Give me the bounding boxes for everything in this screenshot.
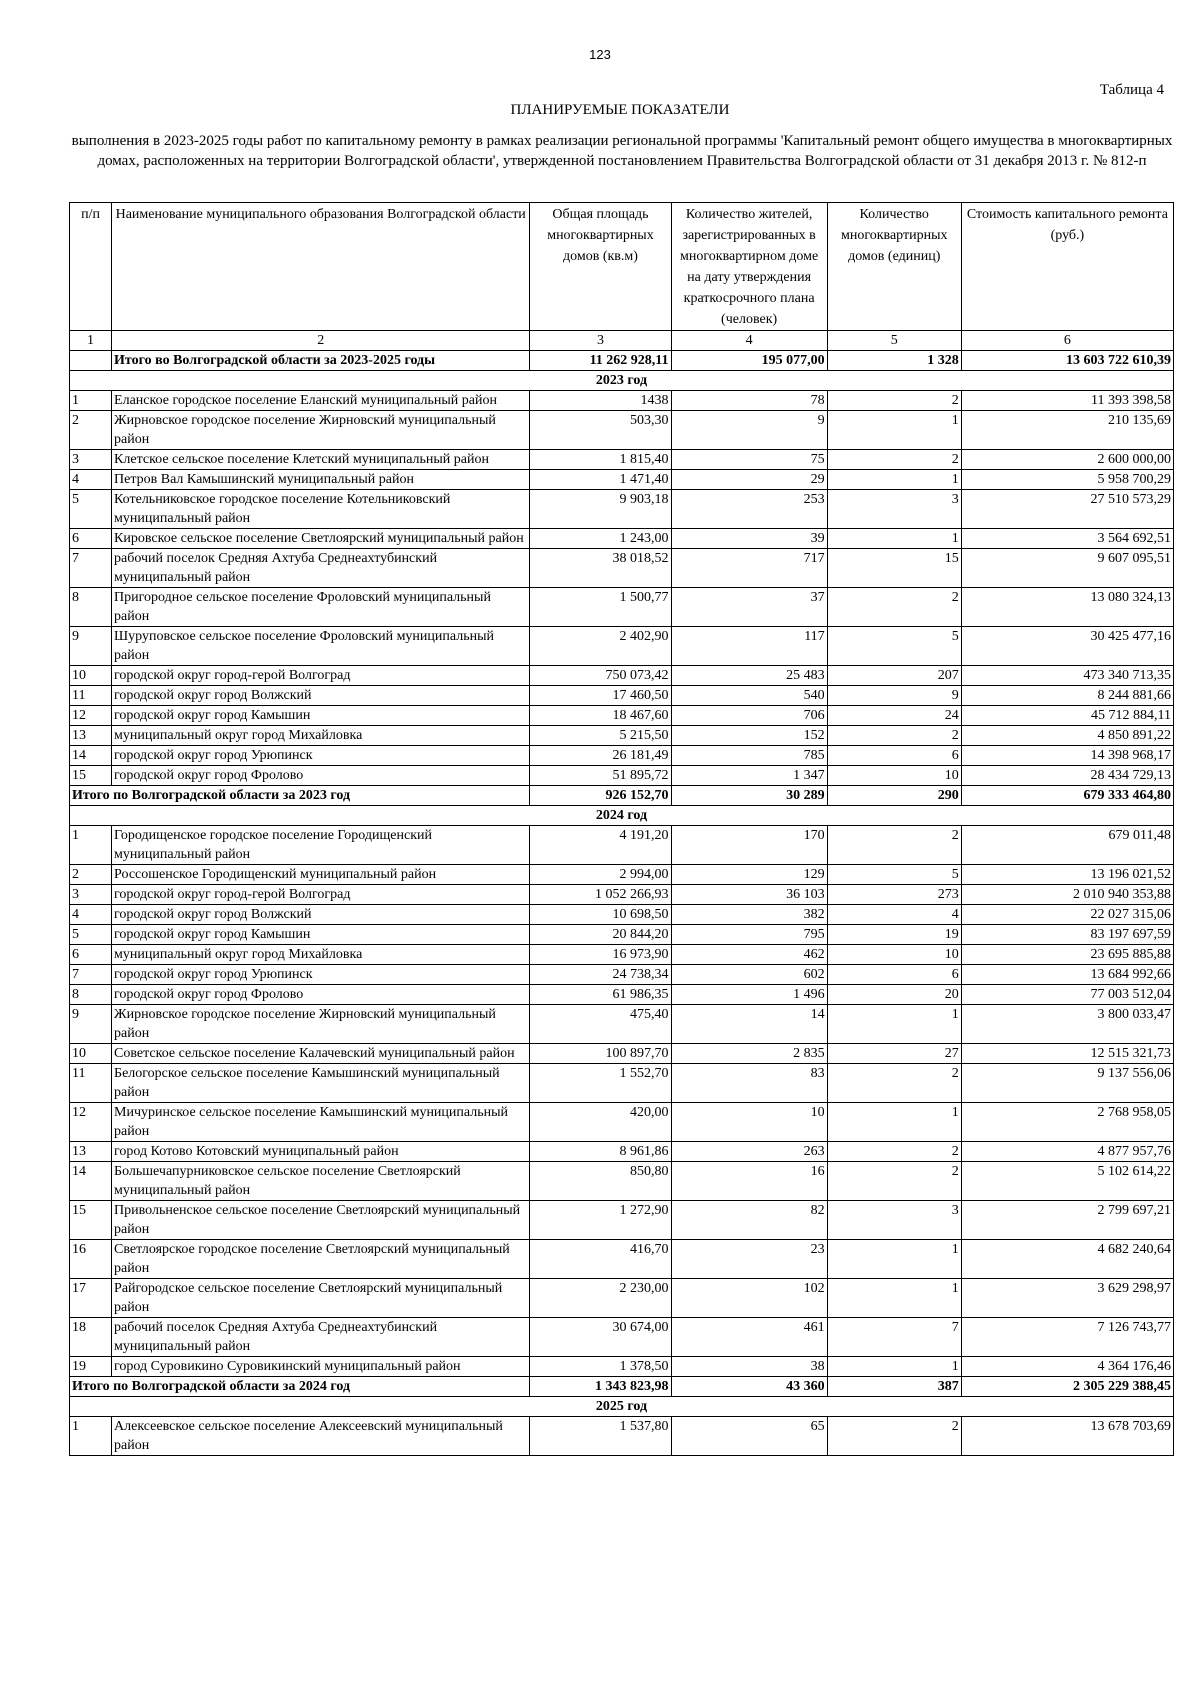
row-residents: 29 (671, 470, 827, 490)
row-homes: 290 (827, 786, 961, 806)
year-section-row (70, 371, 1174, 391)
row-residents: 36 103 (671, 885, 827, 905)
row-area: 1 378,50 (530, 1357, 671, 1377)
table-row (70, 1240, 1174, 1279)
row-cost: 679 333 464,80 (961, 786, 1173, 806)
row-cost: 11 393 398,58 (961, 391, 1173, 411)
row-number: 9 (70, 627, 112, 666)
row-area: 1 052 266,93 (530, 885, 671, 905)
row-area: 9 903,18 (530, 490, 671, 529)
row-homes: 6 (827, 965, 961, 985)
row-cost: 4 850 891,22 (961, 726, 1173, 746)
row-cost: 9 137 556,06 (961, 1064, 1173, 1103)
row-number: 5 (70, 490, 112, 529)
row-residents: 717 (671, 549, 827, 588)
row-area: 475,40 (530, 1005, 671, 1044)
year-section-row (70, 806, 1174, 826)
row-cost: 2 768 958,05 (961, 1103, 1173, 1142)
row-number: 7 (70, 965, 112, 985)
row-name: Белогорское сельское поселение Камышинский муниципальный район (112, 1064, 530, 1103)
table-row (70, 945, 1174, 965)
document-title: ПЛАНИРУЕМЫЕ ПОКАЗАТЕЛИ (510, 102, 730, 118)
column-number: 6 (961, 331, 1173, 351)
row-cost: 3 629 298,97 (961, 1279, 1173, 1318)
year-label: 2023 год (70, 371, 1174, 391)
row-name: Советское сельское поселение Калачевский муниципальный район (112, 1044, 530, 1064)
row-residents: 785 (671, 746, 827, 766)
row-number (70, 351, 112, 371)
row-homes: 273 (827, 885, 961, 905)
row-residents: 706 (671, 706, 827, 726)
table-row (70, 826, 1174, 865)
row-area: 926 152,70 (530, 786, 671, 806)
row-residents: 25 483 (671, 666, 827, 686)
column-number: 5 (827, 331, 961, 351)
row-residents: 82 (671, 1201, 827, 1240)
row-name: Кировское сельское поселение Светлоярский муниципальный район (112, 529, 530, 549)
row-homes: 3 (827, 1201, 961, 1240)
row-homes: 5 (827, 627, 961, 666)
row-number: 2 (70, 411, 112, 450)
row-name: Городищенское городское поселение Городищенский муниципальный район (112, 826, 530, 865)
row-name: Мичуринское сельское поселение Камышинский муниципальный район (112, 1103, 530, 1142)
row-homes: 1 (827, 411, 961, 450)
row-cost: 13 678 703,69 (961, 1417, 1173, 1456)
row-cost: 7 126 743,77 (961, 1318, 1173, 1357)
row-homes: 24 (827, 706, 961, 726)
table-row (70, 1142, 1174, 1162)
table-row (70, 1357, 1174, 1377)
header-name: Наименование муниципального образования Волгоградской области (112, 203, 530, 331)
row-area: 24 738,34 (530, 965, 671, 985)
row-name: городской округ город-герой Волгоград (112, 885, 530, 905)
row-area: 850,80 (530, 1162, 671, 1201)
row-name: Алексеевское сельское поселение Алексеевский муниципальный район (112, 1417, 530, 1456)
row-homes: 1 (827, 1240, 961, 1279)
table-row (70, 885, 1174, 905)
row-name: город Котово Котовский муниципальный район (112, 1142, 530, 1162)
document-subtitle: выполнения в 2023-2025 годы работ по капитальному ремонту в рамках реализации региональной программы 'Капитальный ремонт общего имущества в многоквартирных домах, расположенных на территории Волгоградской области', утвержденной постановлением Правительства Волгоградской области от 31 декабря 2013 г. № 812-п (71, 133, 1173, 169)
row-number: 2 (70, 865, 112, 885)
row-cost: 679 011,48 (961, 826, 1173, 865)
table-row (70, 666, 1174, 686)
row-cost: 14 398 968,17 (961, 746, 1173, 766)
row-number: 10 (70, 666, 112, 686)
row-homes: 2 (827, 1064, 961, 1103)
year-section-row (70, 1397, 1174, 1417)
row-cost: 30 425 477,16 (961, 627, 1173, 666)
row-residents: 263 (671, 1142, 827, 1162)
table-row (70, 1201, 1174, 1240)
row-homes: 2 (827, 1417, 961, 1456)
row-name: Клетское сельское поселение Клетский муниципальный район (112, 450, 530, 470)
row-cost: 4 682 240,64 (961, 1240, 1173, 1279)
row-area: 100 897,70 (530, 1044, 671, 1064)
row-area: 20 844,20 (530, 925, 671, 945)
row-name: Привольненское сельское поселение Светлоярский муниципальный район (112, 1201, 530, 1240)
table-row (70, 470, 1174, 490)
row-residents: 78 (671, 391, 827, 411)
row-cost: 5 102 614,22 (961, 1162, 1173, 1201)
row-name: Светлоярское городское поселение Светлоярский муниципальный район (112, 1240, 530, 1279)
row-homes: 387 (827, 1377, 961, 1397)
header-homes: Количество многоквартирных домов (единиц) (827, 203, 961, 331)
table-row (70, 411, 1174, 450)
row-name: муниципальный округ город Михайловка (112, 945, 530, 965)
grand-total-row (70, 351, 1174, 371)
year-total-row (70, 786, 1174, 806)
row-homes: 2 (827, 826, 961, 865)
table-row (70, 1279, 1174, 1318)
row-cost: 8 244 881,66 (961, 686, 1173, 706)
row-name: Котельниковское городское поселение Котельниковский муниципальный район (112, 490, 530, 529)
row-name: Итого по Волгоградской области за 2023 год (70, 786, 530, 806)
row-homes: 10 (827, 945, 961, 965)
table-row (70, 1064, 1174, 1103)
row-area: 1 243,00 (530, 529, 671, 549)
row-number: 8 (70, 588, 112, 627)
row-residents: 540 (671, 686, 827, 706)
row-residents: 461 (671, 1318, 827, 1357)
row-number: 12 (70, 706, 112, 726)
row-residents: 16 (671, 1162, 827, 1201)
row-residents: 39 (671, 529, 827, 549)
table-row (70, 588, 1174, 627)
column-number: 2 (112, 331, 530, 351)
row-residents: 75 (671, 450, 827, 470)
row-name: городской округ город Камышин (112, 925, 530, 945)
table-row (70, 1044, 1174, 1064)
row-area: 1 343 823,98 (530, 1377, 671, 1397)
row-area: 750 073,42 (530, 666, 671, 686)
table-row (70, 1005, 1174, 1044)
row-area: 1 815,40 (530, 450, 671, 470)
row-residents: 117 (671, 627, 827, 666)
header-cost: Стоимость капитального ремонта (руб.) (961, 203, 1173, 331)
row-name: городской округ город Волжский (112, 686, 530, 706)
row-area: 2 994,00 (530, 865, 671, 885)
row-homes: 1 (827, 1103, 961, 1142)
row-homes: 1 (827, 1005, 961, 1044)
row-residents: 1 347 (671, 766, 827, 786)
table-row (70, 746, 1174, 766)
row-cost: 3 564 692,51 (961, 529, 1173, 549)
row-area: 18 467,60 (530, 706, 671, 726)
row-number: 19 (70, 1357, 112, 1377)
row-residents: 102 (671, 1279, 827, 1318)
table-row (70, 627, 1174, 666)
column-number-row (70, 331, 1174, 351)
row-number: 7 (70, 549, 112, 588)
row-cost: 4 364 176,46 (961, 1357, 1173, 1377)
row-number: 3 (70, 450, 112, 470)
row-area: 416,70 (530, 1240, 671, 1279)
row-area: 17 460,50 (530, 686, 671, 706)
header-residents: Количество жителей, зарегистрированных в многоквартирном доме на дату утверждения краткосрочного плана (человек) (671, 203, 827, 331)
row-homes: 9 (827, 686, 961, 706)
row-cost: 473 340 713,35 (961, 666, 1173, 686)
row-number: 17 (70, 1279, 112, 1318)
row-number: 9 (70, 1005, 112, 1044)
row-homes: 20 (827, 985, 961, 1005)
table-row (70, 686, 1174, 706)
row-number: 11 (70, 686, 112, 706)
row-residents: 170 (671, 826, 827, 865)
row-homes: 5 (827, 865, 961, 885)
row-residents: 83 (671, 1064, 827, 1103)
row-homes: 2 (827, 588, 961, 627)
table-row (70, 1162, 1174, 1201)
table-row (70, 1318, 1174, 1357)
row-residents: 602 (671, 965, 827, 985)
row-cost: 13 603 722 610,39 (961, 351, 1173, 371)
indicators-table (69, 202, 1174, 1456)
row-name: рабочий поселок Средняя Ахтуба Среднеахтубинский муниципальный район (112, 549, 530, 588)
row-name: Петров Вал Камышинский муниципальный район (112, 470, 530, 490)
row-cost: 5 958 700,29 (961, 470, 1173, 490)
row-name: городской округ город Фролово (112, 985, 530, 1005)
row-name: рабочий поселок Средняя Ахтуба Среднеахтубинский муниципальный район (112, 1318, 530, 1357)
row-area: 1 552,70 (530, 1064, 671, 1103)
row-residents: 43 360 (671, 1377, 827, 1397)
row-area: 10 698,50 (530, 905, 671, 925)
row-cost: 4 877 957,76 (961, 1142, 1173, 1162)
row-area: 1 537,80 (530, 1417, 671, 1456)
row-homes: 4 (827, 905, 961, 925)
row-name: Жирновское городское поселение Жирновский муниципальный район (112, 1005, 530, 1044)
row-number: 5 (70, 925, 112, 945)
row-homes: 2 (827, 391, 961, 411)
row-residents: 30 289 (671, 786, 827, 806)
row-residents: 1 496 (671, 985, 827, 1005)
header-area: Общая площадь многоквартирных домов (кв.м) (530, 203, 671, 331)
row-residents: 2 835 (671, 1044, 827, 1064)
row-cost: 28 434 729,13 (961, 766, 1173, 786)
table-label: Таблица 4 (1099, 82, 1164, 98)
table-row (70, 549, 1174, 588)
row-area: 5 215,50 (530, 726, 671, 746)
row-homes: 6 (827, 746, 961, 766)
row-name: Большечапурниковское сельское поселение Светлоярский муниципальный район (112, 1162, 530, 1201)
row-number: 16 (70, 1240, 112, 1279)
row-homes: 15 (827, 549, 961, 588)
row-cost: 23 695 885,88 (961, 945, 1173, 965)
row-number: 14 (70, 746, 112, 766)
row-name: городской округ город Волжский (112, 905, 530, 925)
row-cost: 22 027 315,06 (961, 905, 1173, 925)
row-area: 51 895,72 (530, 766, 671, 786)
row-homes: 1 (827, 1357, 961, 1377)
row-residents: 795 (671, 925, 827, 945)
row-cost: 13 684 992,66 (961, 965, 1173, 985)
row-area: 11 262 928,11 (530, 351, 671, 371)
row-name: Россошенское Городищенский муниципальный район (112, 865, 530, 885)
table-row (70, 865, 1174, 885)
row-homes: 1 (827, 529, 961, 549)
row-number: 12 (70, 1103, 112, 1142)
row-name: Еланское городское поселение Еланский муниципальный район (112, 391, 530, 411)
row-residents: 38 (671, 1357, 827, 1377)
row-area: 503,30 (530, 411, 671, 450)
row-area: 16 973,90 (530, 945, 671, 965)
row-cost: 45 712 884,11 (961, 706, 1173, 726)
row-number: 8 (70, 985, 112, 1005)
row-homes: 19 (827, 925, 961, 945)
row-area: 1 500,77 (530, 588, 671, 627)
column-number: 3 (530, 331, 671, 351)
row-name: Жирновское городское поселение Жирновский муниципальный район (112, 411, 530, 450)
row-area: 8 961,86 (530, 1142, 671, 1162)
row-homes: 1 (827, 470, 961, 490)
row-area: 26 181,49 (530, 746, 671, 766)
row-number: 3 (70, 885, 112, 905)
row-cost: 2 600 000,00 (961, 450, 1173, 470)
row-name: Итого по Волгоградской области за 2024 год (70, 1377, 530, 1397)
row-name: Шуруповское сельское поселение Фроловский муниципальный район (112, 627, 530, 666)
table-row (70, 706, 1174, 726)
table-row (70, 391, 1174, 411)
row-cost: 3 800 033,47 (961, 1005, 1173, 1044)
row-number: 18 (70, 1318, 112, 1357)
table-row (70, 925, 1174, 945)
table-row (70, 726, 1174, 746)
row-cost: 12 515 321,73 (961, 1044, 1173, 1064)
row-number: 1 (70, 826, 112, 865)
header-num: п/п (70, 203, 112, 331)
row-residents: 65 (671, 1417, 827, 1456)
row-homes: 7 (827, 1318, 961, 1357)
row-name: Райгородское сельское поселение Светлоярский муниципальный район (112, 1279, 530, 1318)
row-number: 4 (70, 470, 112, 490)
row-residents: 37 (671, 588, 827, 627)
page-number: 123 (589, 47, 611, 62)
column-number: 4 (671, 331, 827, 351)
row-cost: 2 799 697,21 (961, 1201, 1173, 1240)
row-residents: 129 (671, 865, 827, 885)
row-residents: 9 (671, 411, 827, 450)
row-number: 14 (70, 1162, 112, 1201)
row-homes: 10 (827, 766, 961, 786)
row-homes: 3 (827, 490, 961, 529)
table-row (70, 766, 1174, 786)
row-cost: 210 135,69 (961, 411, 1173, 450)
year-label: 2024 год (70, 806, 1174, 826)
row-name: городской округ город Камышин (112, 706, 530, 726)
row-number: 1 (70, 391, 112, 411)
row-number: 6 (70, 945, 112, 965)
row-number: 15 (70, 766, 112, 786)
table-row (70, 985, 1174, 1005)
year-total-row (70, 1377, 1174, 1397)
row-area: 1 471,40 (530, 470, 671, 490)
table-row (70, 529, 1174, 549)
row-number: 13 (70, 1142, 112, 1162)
row-number: 4 (70, 905, 112, 925)
row-residents: 253 (671, 490, 827, 529)
row-residents: 195 077,00 (671, 351, 827, 371)
row-area: 420,00 (530, 1103, 671, 1142)
row-number: 6 (70, 529, 112, 549)
row-area: 2 230,00 (530, 1279, 671, 1318)
row-homes: 2 (827, 1142, 961, 1162)
row-cost: 9 607 095,51 (961, 549, 1173, 588)
row-homes: 27 (827, 1044, 961, 1064)
row-cost: 77 003 512,04 (961, 985, 1173, 1005)
row-number: 1 (70, 1417, 112, 1456)
row-cost: 2 010 940 353,88 (961, 885, 1173, 905)
column-number: 1 (70, 331, 112, 351)
row-number: 15 (70, 1201, 112, 1240)
row-homes: 1 328 (827, 351, 961, 371)
row-name: Пригородное сельское поселение Фроловский муниципальный район (112, 588, 530, 627)
table-row (70, 1417, 1174, 1456)
row-name: городской округ город Урюпинск (112, 965, 530, 985)
row-name: муниципальный округ город Михайловка (112, 726, 530, 746)
row-area: 1438 (530, 391, 671, 411)
row-residents: 382 (671, 905, 827, 925)
row-number: 13 (70, 726, 112, 746)
table-row (70, 450, 1174, 470)
row-homes: 2 (827, 726, 961, 746)
row-name: Итого во Волгоградской области за 2023-2025 годы (112, 351, 530, 371)
row-cost: 27 510 573,29 (961, 490, 1173, 529)
table-row (70, 1103, 1174, 1142)
row-name: городской округ город-герой Волгоград (112, 666, 530, 686)
row-residents: 462 (671, 945, 827, 965)
row-area: 38 018,52 (530, 549, 671, 588)
row-homes: 2 (827, 450, 961, 470)
row-homes: 2 (827, 1162, 961, 1201)
row-name: городской округ город Урюпинск (112, 746, 530, 766)
row-area: 4 191,20 (530, 826, 671, 865)
row-cost: 83 197 697,59 (961, 925, 1173, 945)
table-row (70, 490, 1174, 529)
row-area: 2 402,90 (530, 627, 671, 666)
row-number: 11 (70, 1064, 112, 1103)
row-area: 61 986,35 (530, 985, 671, 1005)
table-row (70, 965, 1174, 985)
row-cost: 13 080 324,13 (961, 588, 1173, 627)
row-name: город Суровикино Суровикинский муниципальный район (112, 1357, 530, 1377)
row-cost: 13 196 021,52 (961, 865, 1173, 885)
row-number: 10 (70, 1044, 112, 1064)
table-row (70, 905, 1174, 925)
header-row (70, 203, 1174, 331)
year-label: 2025 год (70, 1397, 1174, 1417)
row-residents: 10 (671, 1103, 827, 1142)
row-area: 30 674,00 (530, 1318, 671, 1357)
row-homes: 207 (827, 666, 961, 686)
row-residents: 152 (671, 726, 827, 746)
row-residents: 14 (671, 1005, 827, 1044)
row-name: городской округ город Фролово (112, 766, 530, 786)
row-homes: 1 (827, 1279, 961, 1318)
row-area: 1 272,90 (530, 1201, 671, 1240)
row-cost: 2 305 229 388,45 (961, 1377, 1173, 1397)
row-residents: 23 (671, 1240, 827, 1279)
table-body (70, 351, 1174, 1456)
